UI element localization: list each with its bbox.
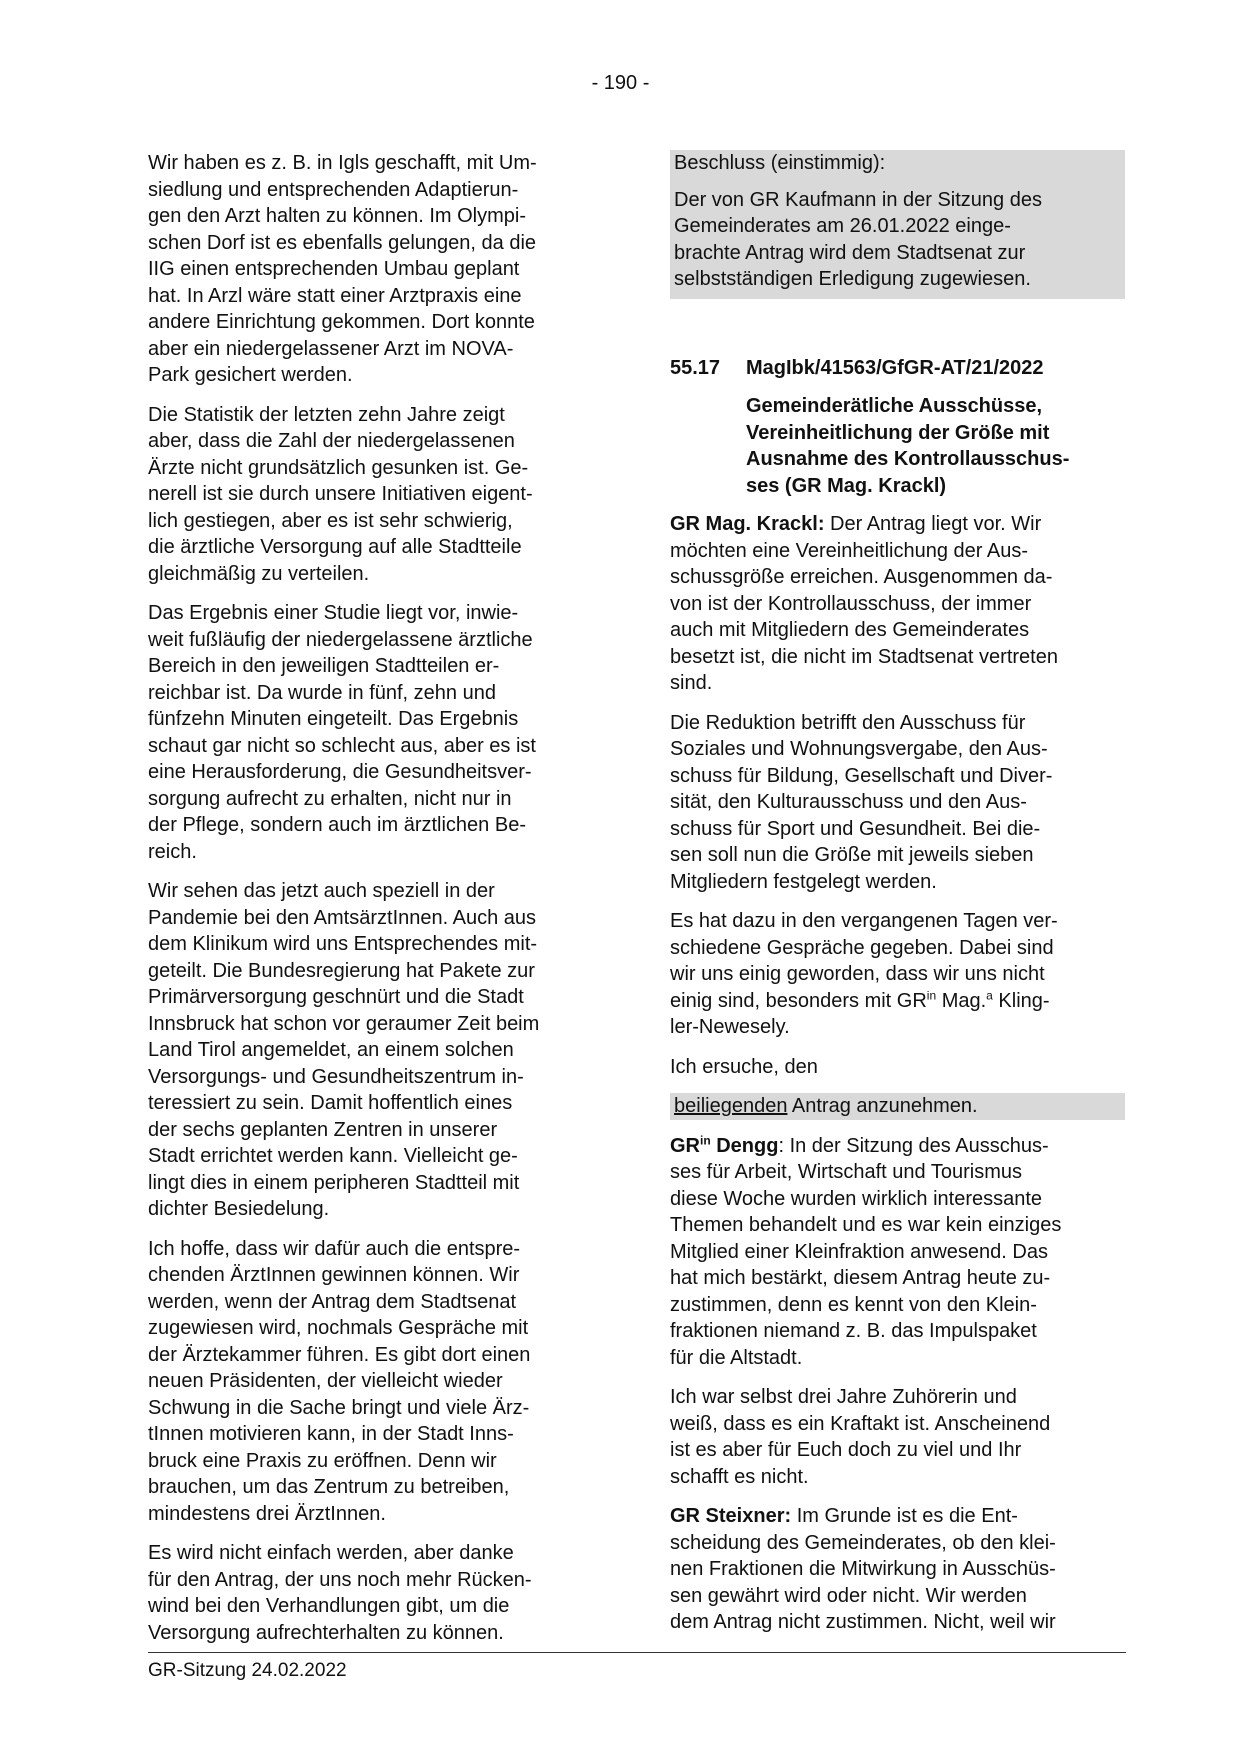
resolution-block (670, 150, 1125, 299)
paragraph: Wir haben es z. B. in Igls geschafft, mit Um- siedlung und entsprechenden Adaptierun- gen den Arzt halten zu können. Im Olympi- schen Dorf ist es ebenfalls gelungen, da die IIG einen entsprechenden Umbau geplant hat. In Arzl wäre statt einer Arztpraxis eine andere Einrichtung gekommen. Dort konnte aber ein niedergelassener Arzt im NOVA- Park gesichert werden. (148, 152, 537, 386)
paragraph-text: Kling- ler-Newesely. (670, 989, 1050, 1038)
speech-paragraph (670, 511, 1125, 697)
resolution-title: Beschluss (einstimmig): (670, 150, 1125, 177)
footer-divider (148, 1652, 1126, 1653)
paragraph: Die Statistik der letzten zehn Jahre zeigt aber, dass die Zahl der niedergelassenen Ärzte nicht grundsätzlich gesunken ist. Ge- nerell ist sie durch unsere Initiativen eigent- lich gestiegen, aber es ist sehr schwierig, die ärztliche Versorgung auf alle Stadtteile gleichmäßig zu verteilen. (148, 403, 533, 585)
agenda-item-reference: MagIbk/41563/GfGR-AT/21/2022 (746, 356, 1044, 379)
underlined-text: beiliegenden (674, 1095, 788, 1117)
paragraph: Ich hoffe, dass wir dafür auch die entspre- chenden ÄrztInnen gewinnen können. Wir werden, wenn der Antrag dem Stadtsenat zugewiesen wird, nochmals Gespräche mit der Ärztekammer führen. Es gibt dort einen neuen Präsidenten, der vielleicht wieder Schwung in die Sache bringt und viele Ärz- tInnen motivieren kann, in der Stadt Inns- bruck eine Praxis zu eröffnen. Denn wir brauchen, um das Zentrum zu betreiben, mindestens drei ÄrztInnen. (148, 1237, 531, 1525)
paragraph (670, 908, 1125, 1041)
resolution-text: Der von GR Kaufmann in der Sitzung des Gemeinderates am 26.01.2022 einge- brachte Antrag wird dem Stadtsenat zur selbstständigen Erledigung zugewiesen. (670, 187, 1125, 299)
motion-line (670, 1093, 1125, 1120)
paragraph: Die Reduktion betrifft den Ausschuss für Soziales und Wohnungsvergabe, den Aus- schuss für Bildung, Gesellschaft und Diver- sität, den Kulturausschuss und den Aus- schuss für Sport und Gesundheit. Bei die- sen soll nun die Größe mit jeweils sieben Mitgliedern festgelegt werden. (670, 711, 1053, 893)
page-number: - 190 - (591, 72, 650, 94)
right-column (670, 150, 1125, 1649)
left-column (148, 150, 598, 1659)
agenda-item-heading (670, 355, 1125, 382)
footer-text: GR-Sitzung 24.02.2022 (148, 1660, 347, 1681)
superscript: in (926, 987, 937, 1002)
shaded-spacer (670, 177, 1125, 187)
speaker-name: GR Mag. Krackl: (670, 513, 825, 535)
paragraph: Ich war selbst drei Jahre Zuhörerin und weiß, dass es ein Kraftakt ist. Anscheinend ist es aber für Euch doch zu viel und Ihr schafft es nicht. (670, 1386, 1051, 1488)
speaker-surname: Dengg (710, 1134, 779, 1157)
agenda-item-title: Gemeinderätliche Ausschüsse, Vereinheitlichung der Größe mit Ausnahme des Kontrollausschus- ses (GR Mag. Krackl) (746, 395, 1070, 497)
superscript: in (700, 1132, 711, 1147)
speaker-name (670, 1132, 779, 1157)
speech-text: Der Antrag liegt vor. Wir möchten eine Vereinheitlichung der Aus- schussgröße erreichen. Ausgenommen da- von ist der Kontrollausschuss, der immer auch mit Mitgliedern des Gemeinderates besetzt ist, die nicht im Stadtsenat vertreten sind. (670, 513, 1058, 694)
speech-paragraph (670, 1503, 1125, 1636)
agenda-item-number: 55.17 (670, 356, 721, 379)
speech-paragraph (670, 1133, 1125, 1372)
paragraph: Das Ergebnis einer Studie liegt vor, inwie- weit fußläufig der niedergelassene ärztliche Bereich in den jeweiligen Stadtteilen er- reichbar ist. Da wurde in fünf, zehn und fünfzehn Minuten eingeteilt. Das Ergebnis schaut gar nicht so schlecht aus, aber es ist eine Herausforderung, die Gesundheitsver- sorgung aufrecht zu erhalten, nicht nur in der Pflege, sondern auch im ärztlichen Be- reich. (148, 602, 536, 863)
paragraph: Es wird nicht einfach werden, aber danke für den Antrag, der uns noch mehr Rücken- wind bei den Verhandlungen gibt, um die Versorgung aufrechterhalten zu können. (148, 1542, 532, 1644)
paragraph-text: Mag. (936, 989, 987, 1012)
paragraph-text: Es hat dazu in den vergangenen Tagen ver- schiedene Gespräche gegeben. Dabei sind wir uns einig geworden, dass wir uns nicht einig sind, besonders mit GR (670, 910, 1058, 1012)
paragraph: Ich ersuche, den (670, 1055, 818, 1078)
paragraph: Wir sehen das jetzt auch speziell in der Pandemie bei den AmtsärztInnen. Auch aus dem Klinikum wird uns Entsprechendes mit- geteilt. Die Bundesregierung hat Pakete zur Primärversorgung geschnürt und die Stadt Innsbruck hat schon vor geraumer Zeit beim Land Tirol angemeldet, an einem solchen Versorgungs- und Gesundheitszentrum in- teressiert zu sein. Damit hoffentlich eines der sechs geplanten Zentren in unserer Stadt errichtet werden kann. Vielleicht ge- lingt dies in einem peripheren Stadtteil mit dichter Besiedelung. (148, 880, 540, 1220)
paragraph-text: Antrag anzunehmen. (787, 1095, 978, 1117)
speaker-title: GR (670, 1134, 700, 1157)
superscript: a (986, 987, 993, 1002)
speech-text: Im Grunde ist es die Ent- scheidung des Gemeinderates, ob den klei- nen Fraktionen die Mitwirkung in Ausschüs- sen gewährt wird oder nicht. Wir werden dem Antrag nicht zustimmen. Nicht, weil wir (670, 1505, 1056, 1633)
speech-text: : In der Sitzung des Ausschus- ses für Arbeit, Wirtschaft und Tourismus diese Woche wurden wirklich interessante Themen behandelt und es war kein einziges Mitglied einer Kleinfraktion anwesend. Das hat mich bestärkt, diesem Antrag heute zu- zustimmen, denn es kennt von den Klein- fraktionen niemand z. B. das Impulspaket für die Altstadt. (670, 1134, 1062, 1369)
speaker-name: GR Steixner: (670, 1505, 792, 1527)
shaded-line (670, 1093, 1125, 1120)
